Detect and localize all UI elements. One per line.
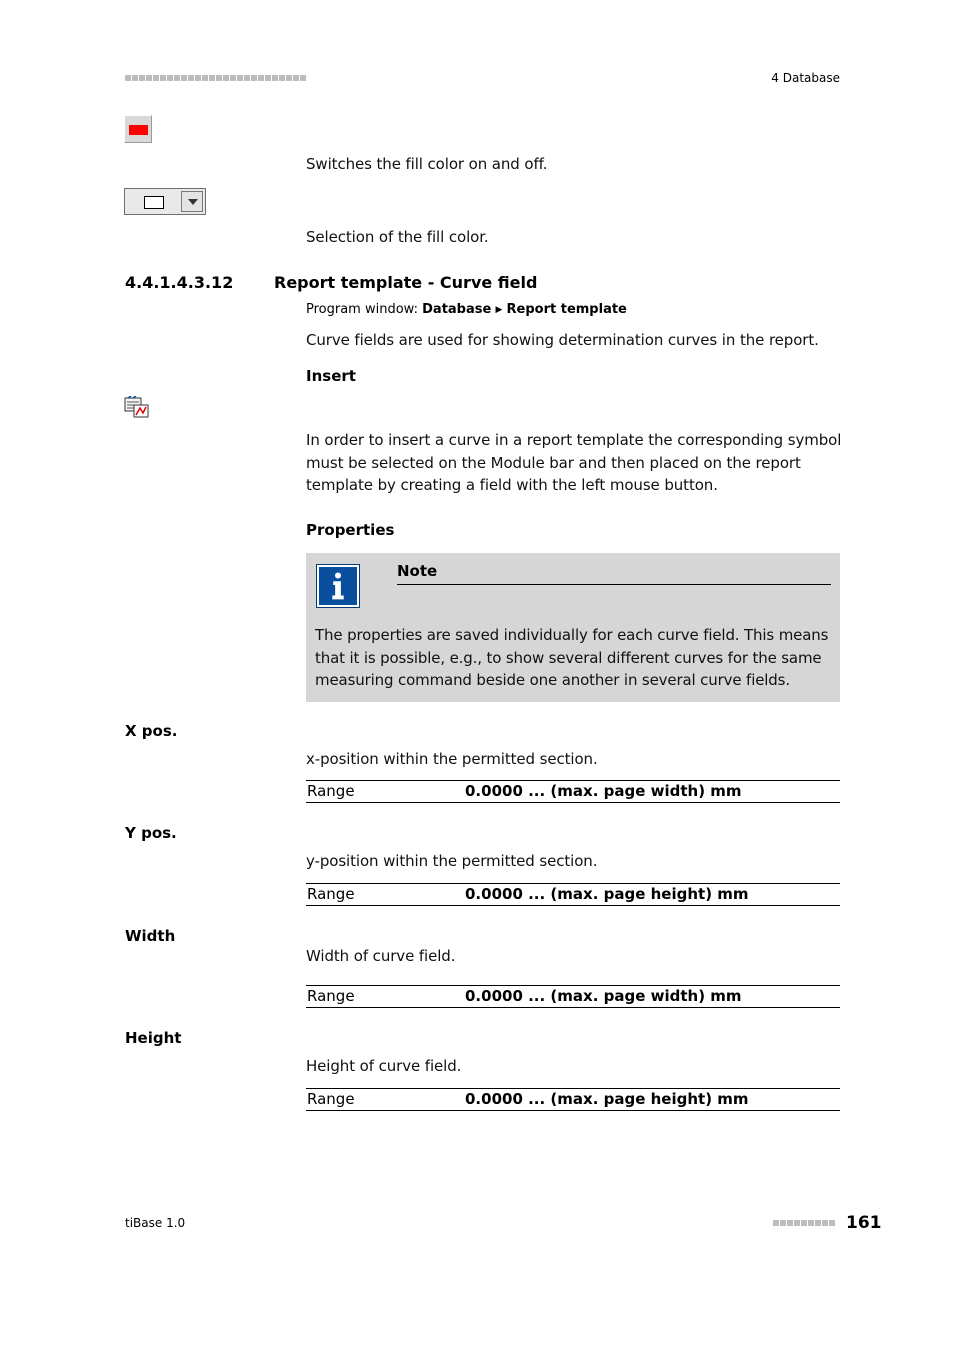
insert-heading: Insert (306, 367, 356, 385)
header-decoration (125, 75, 306, 81)
program-window-path2: Report template (506, 302, 627, 317)
fill-color-select-icon (124, 188, 206, 215)
section-title: Report template - Curve field (274, 273, 538, 292)
range-key: Range (307, 885, 355, 903)
section-number: 4.4.1.4.3.12 (125, 273, 234, 292)
triangle-right-icon: ▶ (495, 305, 503, 315)
range-row-width (306, 985, 840, 1008)
param-desc-x-pos: x-position within the permitted section. (306, 750, 598, 768)
info-icon (316, 564, 360, 608)
param-label-x-pos: X pos. (125, 722, 178, 740)
param-desc-width: Width of curve field. (306, 947, 456, 965)
param-label-width: Width (125, 927, 176, 945)
range-key: Range (307, 987, 355, 1005)
insert-text: In order to insert a curve in a report template the corresponding symbol must be selected on the Module bar and then placed on the report template by creating a field with the left mouse button. (306, 431, 842, 494)
curve-field-icon (124, 396, 150, 420)
range-row-x-pos (306, 780, 840, 803)
chapter-header: 4 Database (771, 71, 840, 85)
param-label-height: Height (125, 1029, 182, 1047)
program-window-path (306, 302, 627, 317)
note-text: The properties are saved individually for each curve field. This means that it is possible, e.g., to show several different curves for the same measuring command beside one another in several curve fields. (315, 626, 829, 689)
range-key: Range (307, 1090, 355, 1108)
program-window-path1: Database (422, 302, 492, 317)
footer-decoration (773, 1220, 835, 1226)
program-window-label: Program window: (306, 302, 418, 317)
param-desc-y-pos: y-position within the permitted section. (306, 852, 598, 870)
footer-product: tiBase 1.0 (125, 1216, 186, 1230)
note-divider (397, 584, 831, 585)
range-value: 0.0000 ... (max. page height) mm (465, 1090, 749, 1108)
properties-heading: Properties (306, 521, 395, 539)
range-value: 0.0000 ... (max. page width) mm (465, 782, 742, 800)
fill-toggle-description: Switches the fill color on and off. (306, 155, 548, 173)
param-desc-height: Height of curve field. (306, 1057, 462, 1075)
fill-select-description: Selection of the fill color. (306, 228, 489, 246)
range-row-y-pos (306, 883, 840, 906)
param-label-y-pos: Y pos. (125, 824, 177, 842)
chevron-down-icon (181, 191, 203, 212)
note-box (306, 553, 840, 702)
range-value: 0.0000 ... (max. page width) mm (465, 987, 742, 1005)
range-key: Range (307, 782, 355, 800)
fill-color-toggle-icon (124, 115, 152, 143)
note-title: Note (397, 562, 438, 580)
range-value: 0.0000 ... (max. page height) mm (465, 885, 749, 903)
range-row-height (306, 1088, 840, 1111)
section-intro: Curve fields are used for showing determination curves in the report. (306, 331, 819, 349)
page-number: 161 (846, 1213, 882, 1233)
